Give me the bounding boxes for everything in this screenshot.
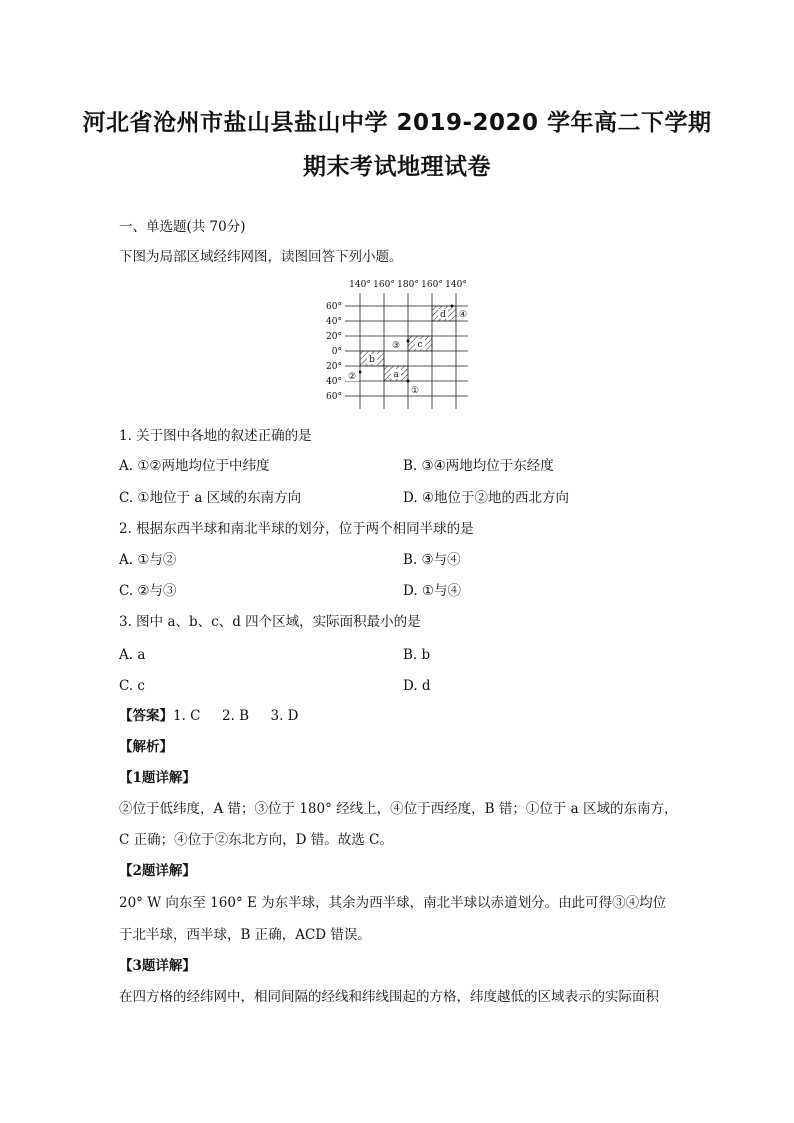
point-3-label: ③	[391, 341, 401, 351]
lat-label-2: 40°	[326, 317, 342, 327]
question-1-option-d: D. ④地位于②地的西北方向	[403, 490, 570, 506]
analysis-q2-line1: 20° W 向东至 160° E 为东半球，其余为西半球，南北半球以赤道划分。由此可得③④均位	[119, 895, 667, 911]
question-2-option-c: C. ②与③	[119, 583, 177, 599]
lon-label-1: 140°	[349, 280, 371, 290]
question-2-stem: 2. 根据东西半球和南北半球的划分，位于两个相同半球的是	[119, 521, 474, 537]
question-1-option-c: C. ①地位于 a 区域的东南方向	[119, 490, 302, 506]
point-1-dot	[407, 380, 410, 383]
doc-title-line2: 期末考试地理试卷	[303, 154, 491, 180]
analysis-q1-line2: C 正确；④位于②东北方向，D 错。故选 C。	[119, 832, 393, 848]
analysis-q3-line1: 在四方格的经纬网中，相同间隔的经线和纬线围起的方格，纬度越低的区域表示的实际面积	[119, 989, 659, 1005]
lat-label-3: 20°	[326, 332, 342, 342]
lat-label-6: 40°	[326, 377, 342, 387]
section-intro: 下图为局部区域经纬网图，读图回答下列小题。	[119, 249, 403, 265]
analysis-q2-label: 【2题详解】	[119, 863, 196, 879]
point-4-dot	[451, 305, 454, 308]
analysis-label: 【解析】	[119, 739, 173, 755]
point-3-dot	[407, 340, 410, 343]
lat-long-grid-map	[320, 275, 480, 415]
answer-text: 1. C 2. B 3. D	[173, 708, 299, 724]
grid-map-svg	[320, 275, 480, 415]
point-4-label: ④	[458, 310, 468, 320]
point-1-label: ①	[410, 386, 420, 396]
analysis-q2-line2: 于北半球，西半球，B 正确，ACD 错误。	[119, 927, 371, 943]
question-3-option-b: B. b	[403, 647, 431, 663]
analysis-q1-label: 【1题详解】	[119, 770, 196, 786]
question-1-stem: 1. 关于图中各地的叙述正确的是	[119, 428, 312, 444]
lat-label-7: 60°	[326, 392, 342, 402]
lat-label-1: 60°	[326, 302, 342, 312]
question-3-stem: 3. 图中 a、b、c、d 四个区域，实际面积最小的是	[119, 614, 421, 630]
region-a-label: a	[393, 370, 399, 380]
question-1-option-a: A. ①②两地均位于中纬度	[119, 458, 270, 474]
lon-label-3: 180°	[397, 280, 419, 290]
lon-label-4: 160°	[421, 280, 443, 290]
lon-label-2: 160°	[373, 280, 395, 290]
analysis-q1-line1: ②位于低纬度，A 错；③位于 180° 经线上，④位于西经度，B 错；①位于 a 区域的东南方，	[119, 801, 678, 817]
lon-label-5: 140°	[445, 280, 467, 290]
analysis-q3-label: 【3题详解】	[119, 958, 196, 974]
point-2-label: ②	[347, 372, 357, 382]
section-heading: 一、单选题(共 70分)	[119, 219, 246, 235]
question-3-option-a: A. a	[119, 647, 146, 663]
question-3-option-c: C. c	[119, 678, 145, 694]
answer-line	[119, 707, 679, 725]
doc-title-line1: 河北省沧州市盐山县盐山中学 2019-2020 学年高二下学期	[82, 110, 712, 136]
lat-label-4: 0°	[331, 347, 342, 357]
region-b-label: b	[369, 355, 375, 365]
question-3-option-d: D. d	[403, 678, 431, 694]
lat-label-5: 20°	[326, 362, 342, 372]
region-c-label: c	[417, 340, 423, 350]
region-d-label: d	[440, 310, 446, 320]
question-2-option-a: A. ①与②	[119, 552, 177, 568]
question-1-option-b: B. ③④两地均位于东经度	[403, 458, 554, 474]
question-2-option-b: B. ③与④	[403, 552, 461, 568]
answer-label: 【答案】	[119, 708, 173, 724]
question-2-option-d: D. ①与④	[403, 583, 462, 599]
